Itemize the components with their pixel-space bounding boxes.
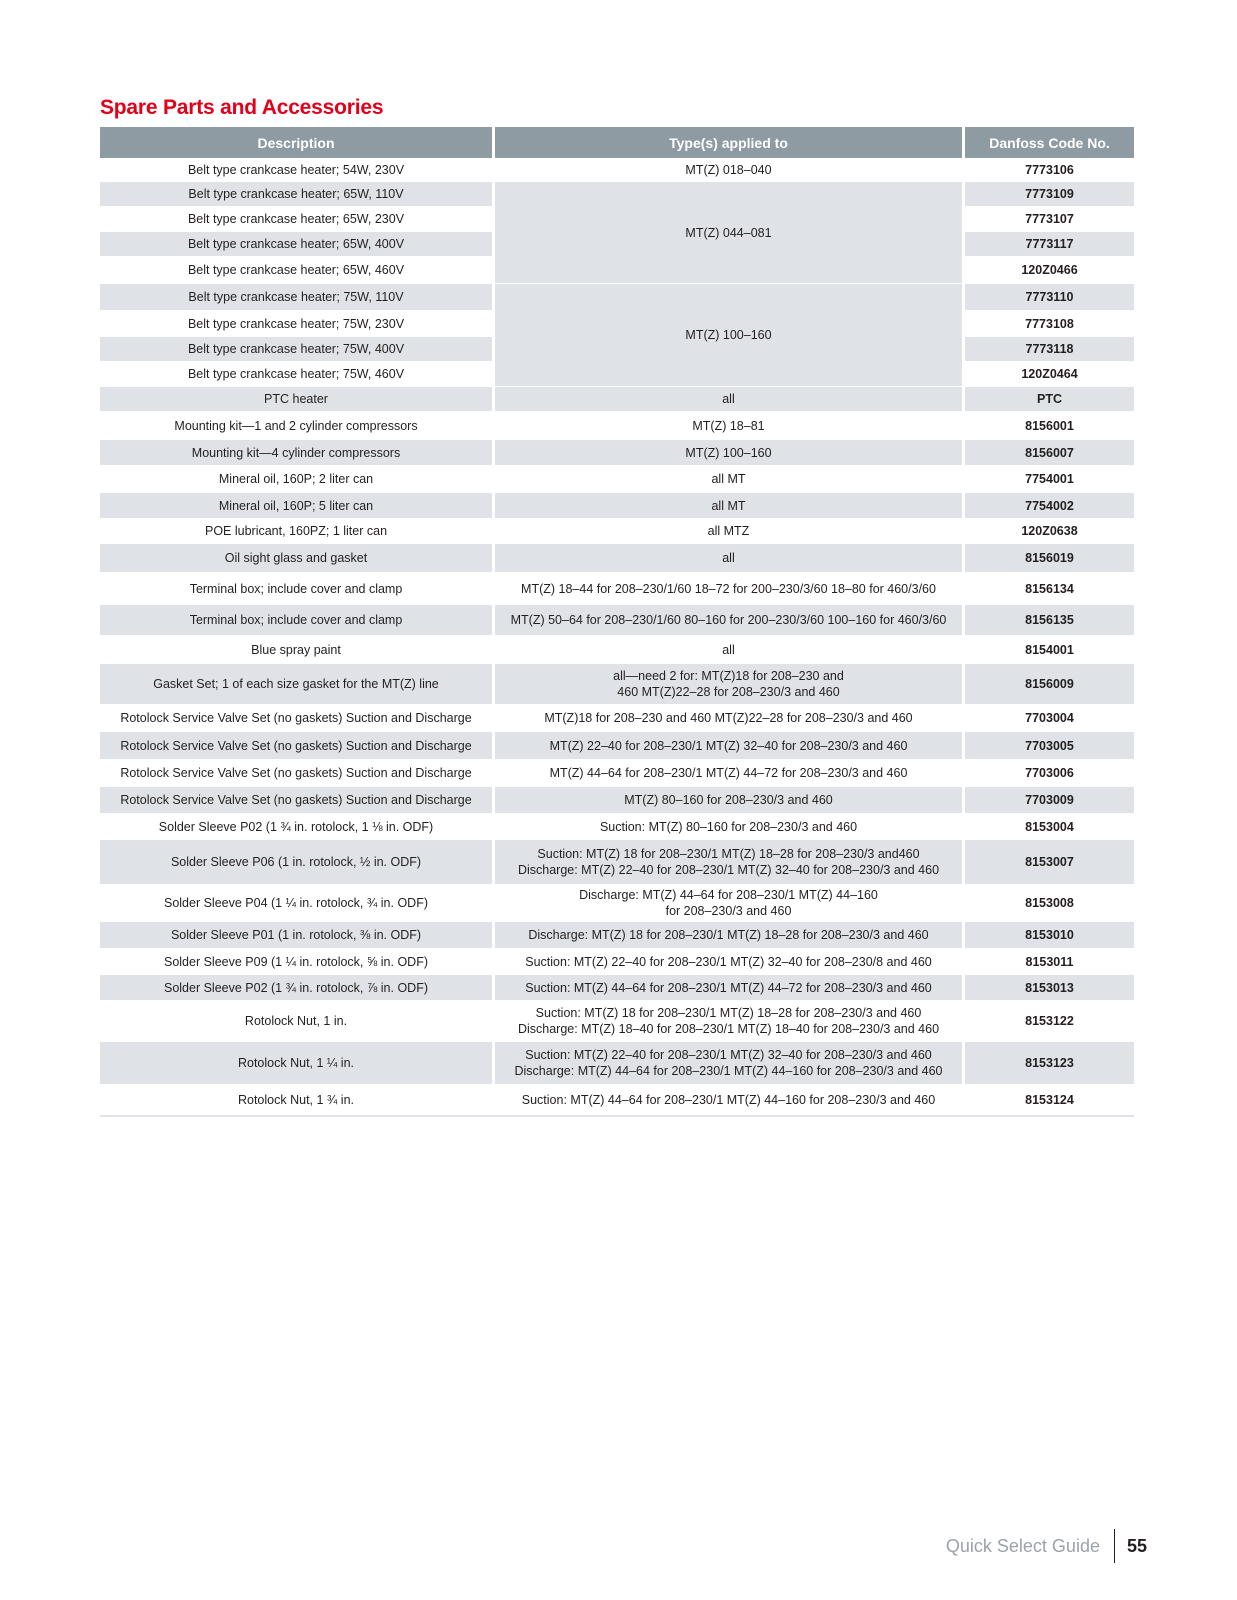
code-cell: 7703005 <box>965 732 1134 760</box>
code-cell: 7773106 <box>965 158 1134 182</box>
types-applied-cell: all MT <box>495 493 965 519</box>
table-row <box>100 636 1134 664</box>
table-row <box>100 840 1134 885</box>
description-cell: Gasket Set; 1 of each size gasket for the MT(Z) line <box>100 664 495 705</box>
code-cell: 8153008 <box>965 885 1134 922</box>
description-cell: Belt type crankcase heater; 65W, 230V <box>100 207 495 232</box>
types-applied-line: Discharge: MT(Z) 22–40 for 208–230/1 MT(Z) 32–40 for 208–230/3 and 460 <box>517 863 940 877</box>
types-applied-cell: MT(Z) 018–040 <box>495 158 965 182</box>
code-cell: 7703006 <box>965 760 1134 787</box>
types-applied-cell: MT(Z) 80–160 for 208–230/3 and 460 <box>495 787 965 814</box>
description-cell: Rotolock Nut, 1 ¾ in. <box>100 1085 495 1115</box>
description-cell: Solder Sleeve P09 (1 ¼ in. rotolock, ⅝ in. ODF) <box>100 949 495 975</box>
description-cell: Solder Sleeve P02 (1 ¾ in. rotolock, ⅞ in. ODF) <box>100 975 495 1001</box>
code-cell: 8153124 <box>965 1085 1134 1115</box>
code-cell: 8156007 <box>965 440 1134 466</box>
description-cell: Belt type crankcase heater; 65W, 460V <box>100 257 495 284</box>
description-cell: Terminal box; include cover and clamp <box>100 605 495 636</box>
types-applied-cell: all <box>495 636 965 664</box>
description-cell: Belt type crankcase heater; 65W, 110V <box>100 182 495 207</box>
description-cell: Solder Sleeve P06 (1 in. rotolock, ½ in. ODF) <box>100 840 495 885</box>
code-cell: 8153010 <box>965 922 1134 949</box>
types-applied-line: Discharge: MT(Z) 44–64 for 208–230/1 MT(Z) 44–160 for 208–230/3 and 460 <box>514 1064 943 1078</box>
code-cell: 8154001 <box>965 636 1134 664</box>
description-cell: Solder Sleeve P01 (1 in. rotolock, ⅜ in. ODF) <box>100 922 495 949</box>
types-applied-cell <box>495 1001 965 1042</box>
description-cell: POE lubricant, 160PZ; 1 liter can <box>100 519 495 544</box>
code-cell: 8156134 <box>965 573 1134 605</box>
table-row <box>100 885 1134 922</box>
types-applied-cell: MT(Z) 18–44 for 208–230/1/60 18–72 for 200–230/3/60 18–80 for 460/3/60 <box>495 573 965 605</box>
code-cell: 7773108 <box>965 311 1134 337</box>
table-row <box>100 814 1134 840</box>
description-cell: Belt type crankcase heater; 75W, 230V <box>100 311 495 337</box>
description-cell: Mounting kit—1 and 2 cylinder compressors <box>100 412 495 440</box>
table-row <box>100 1085 1134 1115</box>
description-cell: Belt type crankcase heater; 65W, 400V <box>100 232 495 257</box>
types-applied-line: for 208–230/3 and 460 <box>665 904 792 918</box>
code-cell: 7703004 <box>965 705 1134 732</box>
column-header-types: Type(s) applied to <box>495 127 965 158</box>
description-cell: Mineral oil, 160P; 2 liter can <box>100 466 495 493</box>
code-cell: 8153004 <box>965 814 1134 840</box>
table-row <box>100 922 1134 949</box>
description-cell: Solder Sleeve P02 (1 ¾ in. rotolock, 1 ⅛ in. ODF) <box>100 814 495 840</box>
column-header-description: Description <box>100 127 495 158</box>
types-applied-cell: Discharge: MT(Z) 18 for 208–230/1 MT(Z) 18–28 for 208–230/3 and 460 <box>495 922 965 949</box>
description-cell: Rotolock Service Valve Set (no gaskets) Suction and Discharge <box>100 732 495 760</box>
code-cell: 8156009 <box>965 664 1134 705</box>
types-applied-line: Suction: MT(Z) 18 for 208–230/1 MT(Z) 18–28 for 208–230/3 and 460 <box>535 1006 922 1020</box>
types-applied-cell: all <box>495 387 965 412</box>
code-cell: 7773109 <box>965 182 1134 207</box>
types-applied-cell: MT(Z) 100–160 <box>495 284 965 387</box>
description-cell: Belt type crankcase heater; 54W, 230V <box>100 158 495 182</box>
table-row <box>100 158 1134 182</box>
page-title: Spare Parts and Accessories <box>100 96 384 119</box>
description-cell: Mounting kit—4 cylinder compressors <box>100 440 495 466</box>
description-cell: Rotolock Service Valve Set (no gaskets) Suction and Discharge <box>100 787 495 814</box>
types-applied-line: all—need 2 for: MT(Z)18 for 208–230 and <box>613 669 844 683</box>
types-applied-cell: MT(Z) 22–40 for 208–230/1 MT(Z) 32–40 for 208–230/3 and 460 <box>495 732 965 760</box>
types-applied-cell: MT(Z) 44–64 for 208–230/1 MT(Z) 44–72 for 208–230/3 and 460 <box>495 760 965 787</box>
table-row <box>100 975 1134 1001</box>
description-cell: Solder Sleeve P04 (1 ¼ in. rotolock, ¾ in. ODF) <box>100 885 495 922</box>
types-applied-cell <box>495 664 965 705</box>
types-applied-cell <box>495 840 965 885</box>
types-applied-cell: all MTZ <box>495 519 965 544</box>
types-applied-cell: MT(Z)18 for 208–230 and 460 MT(Z)22–28 for 208–230/3 and 460 <box>495 705 965 732</box>
description-cell: Rotolock Service Valve Set (no gaskets) Suction and Discharge <box>100 705 495 732</box>
description-cell: Oil sight glass and gasket <box>100 544 495 573</box>
page-footer <box>946 1528 1147 1564</box>
table-row <box>100 544 1134 573</box>
table-row <box>100 284 1134 311</box>
code-cell: 8156001 <box>965 412 1134 440</box>
table-row <box>100 732 1134 760</box>
types-applied-cell: Suction: MT(Z) 44–64 for 208–230/1 MT(Z) 44–72 for 208–230/3 and 460 <box>495 975 965 1001</box>
types-applied-cell: MT(Z) 18–81 <box>495 412 965 440</box>
description-cell: Terminal box; include cover and clamp <box>100 573 495 605</box>
page-number: 55 <box>1126 1535 1147 1556</box>
code-cell: 120Z0466 <box>965 257 1134 284</box>
types-applied-cell: Suction: MT(Z) 22–40 for 208–230/1 MT(Z) 32–40 for 208–230/8 and 460 <box>495 949 965 975</box>
table-row <box>100 466 1134 493</box>
code-cell: 7754002 <box>965 493 1134 519</box>
types-applied-line: Discharge: MT(Z) 44–64 for 208–230/1 MT(Z) 44–160 <box>579 888 878 902</box>
code-cell: 8153007 <box>965 840 1134 885</box>
footer-divider <box>1114 1529 1115 1563</box>
types-applied-cell: all MT <box>495 466 965 493</box>
types-applied-cell <box>495 1042 965 1085</box>
description-cell: Belt type crankcase heater; 75W, 460V <box>100 362 495 387</box>
description-cell: Rotolock Service Valve Set (no gaskets) Suction and Discharge <box>100 760 495 787</box>
description-cell: PTC heater <box>100 387 495 412</box>
code-cell: 7773117 <box>965 232 1134 257</box>
code-cell: 8153011 <box>965 949 1134 975</box>
description-cell: Blue spray paint <box>100 636 495 664</box>
table-row <box>100 1001 1134 1042</box>
code-cell: 7754001 <box>965 466 1134 493</box>
description-cell: Mineral oil, 160P; 5 liter can <box>100 493 495 519</box>
types-applied-cell <box>495 885 965 922</box>
code-cell: 7773118 <box>965 337 1134 362</box>
code-cell: 8153123 <box>965 1042 1134 1085</box>
types-applied-cell: MT(Z) 50–64 for 208–230/1/60 80–160 for 200–230/3/60 100–160 for 460/3/60 <box>495 605 965 636</box>
code-cell: 7703009 <box>965 787 1134 814</box>
table-row <box>100 387 1134 412</box>
table-row <box>100 440 1134 466</box>
types-applied-cell: Suction: MT(Z) 80–160 for 208–230/3 and 460 <box>495 814 965 840</box>
table-row <box>100 787 1134 814</box>
table-row <box>100 493 1134 519</box>
table-row <box>100 949 1134 975</box>
types-applied-cell: all <box>495 544 965 573</box>
table-row <box>100 412 1134 440</box>
code-cell: 120Z0638 <box>965 519 1134 544</box>
table-body <box>100 158 1134 1115</box>
types-applied-line: 460 MT(Z)22–28 for 208–230/3 and 460 <box>617 685 840 699</box>
table-row <box>100 182 1134 207</box>
footer-guide-label: Quick Select Guide <box>945 1535 1100 1556</box>
types-applied-cell: MT(Z) 100–160 <box>495 440 965 466</box>
table-row <box>100 605 1134 636</box>
table-header-row <box>100 127 1134 158</box>
table-row <box>100 519 1134 544</box>
description-cell: Belt type crankcase heater; 75W, 400V <box>100 337 495 362</box>
code-cell: 8153122 <box>965 1001 1134 1042</box>
table-bottom-rule <box>100 1115 1134 1117</box>
types-applied-line: Discharge: MT(Z) 18–40 for 208–230/1 MT(Z) 18–40 for 208–230/3 and 460 <box>517 1022 940 1036</box>
code-cell: 8156135 <box>965 605 1134 636</box>
description-cell: Belt type crankcase heater; 75W, 110V <box>100 284 495 311</box>
code-cell: PTC <box>965 387 1134 412</box>
code-cell: 7773107 <box>965 207 1134 232</box>
column-header-code: Danfoss Code No. <box>965 127 1134 158</box>
table-row <box>100 705 1134 732</box>
description-cell: Rotolock Nut, 1 ¼ in. <box>100 1042 495 1085</box>
types-applied-line: Suction: MT(Z) 18 for 208–230/1 MT(Z) 18–28 for 208–230/3 and460 <box>537 847 920 861</box>
types-applied-cell: Suction: MT(Z) 44–64 for 208–230/1 MT(Z) 44–160 for 208–230/3 and 460 <box>495 1085 965 1115</box>
code-cell: 8153013 <box>965 975 1134 1001</box>
spare-parts-table <box>100 127 1134 1115</box>
table-row <box>100 1042 1134 1085</box>
table-row <box>100 664 1134 705</box>
table-row <box>100 760 1134 787</box>
code-cell: 7773110 <box>965 284 1134 311</box>
types-applied-line: Suction: MT(Z) 22–40 for 208–230/1 MT(Z) 32–40 for 208–230/3 and 460 <box>525 1048 932 1062</box>
description-cell: Rotolock Nut, 1 in. <box>100 1001 495 1042</box>
types-applied-cell: MT(Z) 044–081 <box>495 182 965 284</box>
table-row <box>100 573 1134 605</box>
code-cell: 8156019 <box>965 544 1134 573</box>
code-cell: 120Z0464 <box>965 362 1134 387</box>
